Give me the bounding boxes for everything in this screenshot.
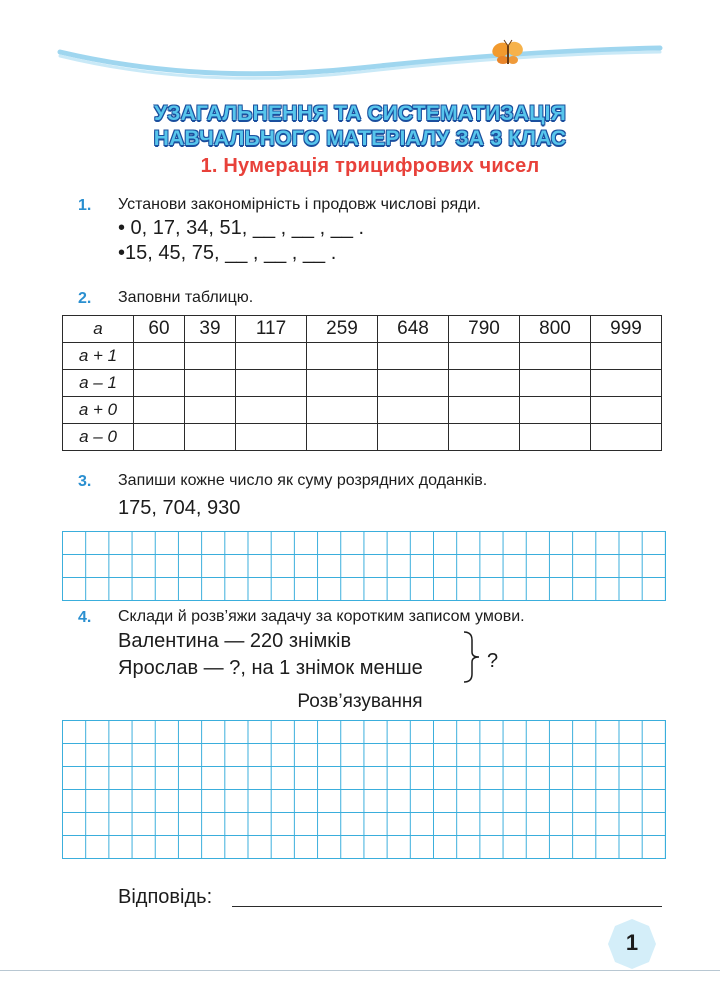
table-cell[interactable] [185, 424, 236, 451]
answer-grid-task4[interactable] [62, 720, 666, 859]
table-row [63, 424, 662, 451]
table-cell[interactable] [449, 370, 520, 397]
table-row-label: a – 0 [63, 424, 134, 451]
task4-instruction: Склади й розв’яжи задачу за коротким записом умови. [118, 608, 525, 625]
solution-heading: Розв’язування [297, 691, 423, 712]
table-cell[interactable] [307, 397, 378, 424]
answer-line[interactable] [232, 906, 662, 907]
table-cell[interactable] [134, 343, 185, 370]
table-cell[interactable] [520, 397, 591, 424]
table-value: 999 [591, 316, 662, 343]
table-row-label: a – 1 [63, 370, 134, 397]
table-cell[interactable] [236, 424, 307, 451]
table-row-label: a + 0 [63, 397, 134, 424]
table-header-row [63, 316, 662, 343]
page-number: 1 [625, 930, 639, 955]
table-cell[interactable] [185, 343, 236, 370]
table-cell[interactable] [449, 424, 520, 451]
table-cell[interactable] [378, 343, 449, 370]
table-cell[interactable] [236, 343, 307, 370]
task3-numbers: 175, 704, 930 [118, 497, 241, 519]
section-subtitle: 1. Нумерація трицифрових чисел [200, 155, 540, 177]
table-cell[interactable] [307, 370, 378, 397]
table-cell[interactable] [591, 397, 662, 424]
table-value: 790 [449, 316, 520, 343]
butterfly-icon [490, 38, 526, 70]
title-line-2: НАВЧАЛЬНОГО МАТЕРІАЛУ ЗА 3 КЛАС [153, 127, 567, 150]
table-value: 648 [378, 316, 449, 343]
table-cell[interactable] [307, 424, 378, 451]
table-cell[interactable] [520, 370, 591, 397]
table-cell[interactable] [520, 343, 591, 370]
table-row [63, 370, 662, 397]
table-value: 60 [134, 316, 185, 343]
table-cell[interactable] [236, 397, 307, 424]
table-row-label: a + 1 [63, 343, 134, 370]
table-cell[interactable] [378, 424, 449, 451]
page-bottom-divider [0, 970, 720, 971]
task-number-3: 3. [78, 473, 92, 490]
table-value: 259 [307, 316, 378, 343]
table-value: 117 [236, 316, 307, 343]
task4-condition-line-2: Ярослав — ?, на 1 знімок менше [118, 657, 423, 679]
answer-label: Відповідь: [118, 886, 213, 908]
table-cell[interactable] [449, 343, 520, 370]
task3-instruction: Запиши кожне число як суму розрядних доданків. [118, 472, 488, 489]
task-number-4: 4. [78, 609, 92, 626]
answer-grid-task3[interactable] [62, 531, 666, 601]
table-cell[interactable] [449, 397, 520, 424]
table-value: 39 [185, 316, 236, 343]
table-value: 800 [520, 316, 591, 343]
table-cell[interactable] [520, 424, 591, 451]
table-cell[interactable] [307, 343, 378, 370]
right-brace-icon [462, 630, 484, 684]
table-cell[interactable] [591, 424, 662, 451]
task1-series-2: •15, 45, 75, __ , __ , __ . [118, 242, 337, 264]
task1-instruction: Установи закономірність і продовж числові ряди. [118, 196, 481, 213]
table-cell[interactable] [134, 424, 185, 451]
task-number-1: 1. [78, 197, 92, 214]
table-cell[interactable] [185, 397, 236, 424]
table-cell[interactable] [591, 343, 662, 370]
title-line-1: УЗАГАЛЬНЕННЯ ТА СИСТЕМАТИЗАЦІЯ [153, 102, 566, 125]
task4-condition-line-1: Валентина — 220 знімків [118, 630, 352, 652]
task1-series-1: • 0, 17, 34, 51, __ , __ , __ . [118, 217, 365, 239]
table-cell[interactable] [236, 370, 307, 397]
task4-question-mark: ? [487, 650, 499, 672]
fill-in-table [62, 315, 662, 451]
table-cell[interactable] [378, 370, 449, 397]
table-cell[interactable] [378, 397, 449, 424]
table-row [63, 343, 662, 370]
table-cell[interactable] [134, 397, 185, 424]
table-header-label: a [63, 316, 134, 343]
table-cell[interactable] [134, 370, 185, 397]
table-row [63, 397, 662, 424]
table-cell[interactable] [591, 370, 662, 397]
task2-instruction: Заповни таблицю. [118, 289, 254, 306]
task-number-2: 2. [78, 290, 92, 307]
wave-decoration [0, 30, 720, 80]
table-cell[interactable] [185, 370, 236, 397]
